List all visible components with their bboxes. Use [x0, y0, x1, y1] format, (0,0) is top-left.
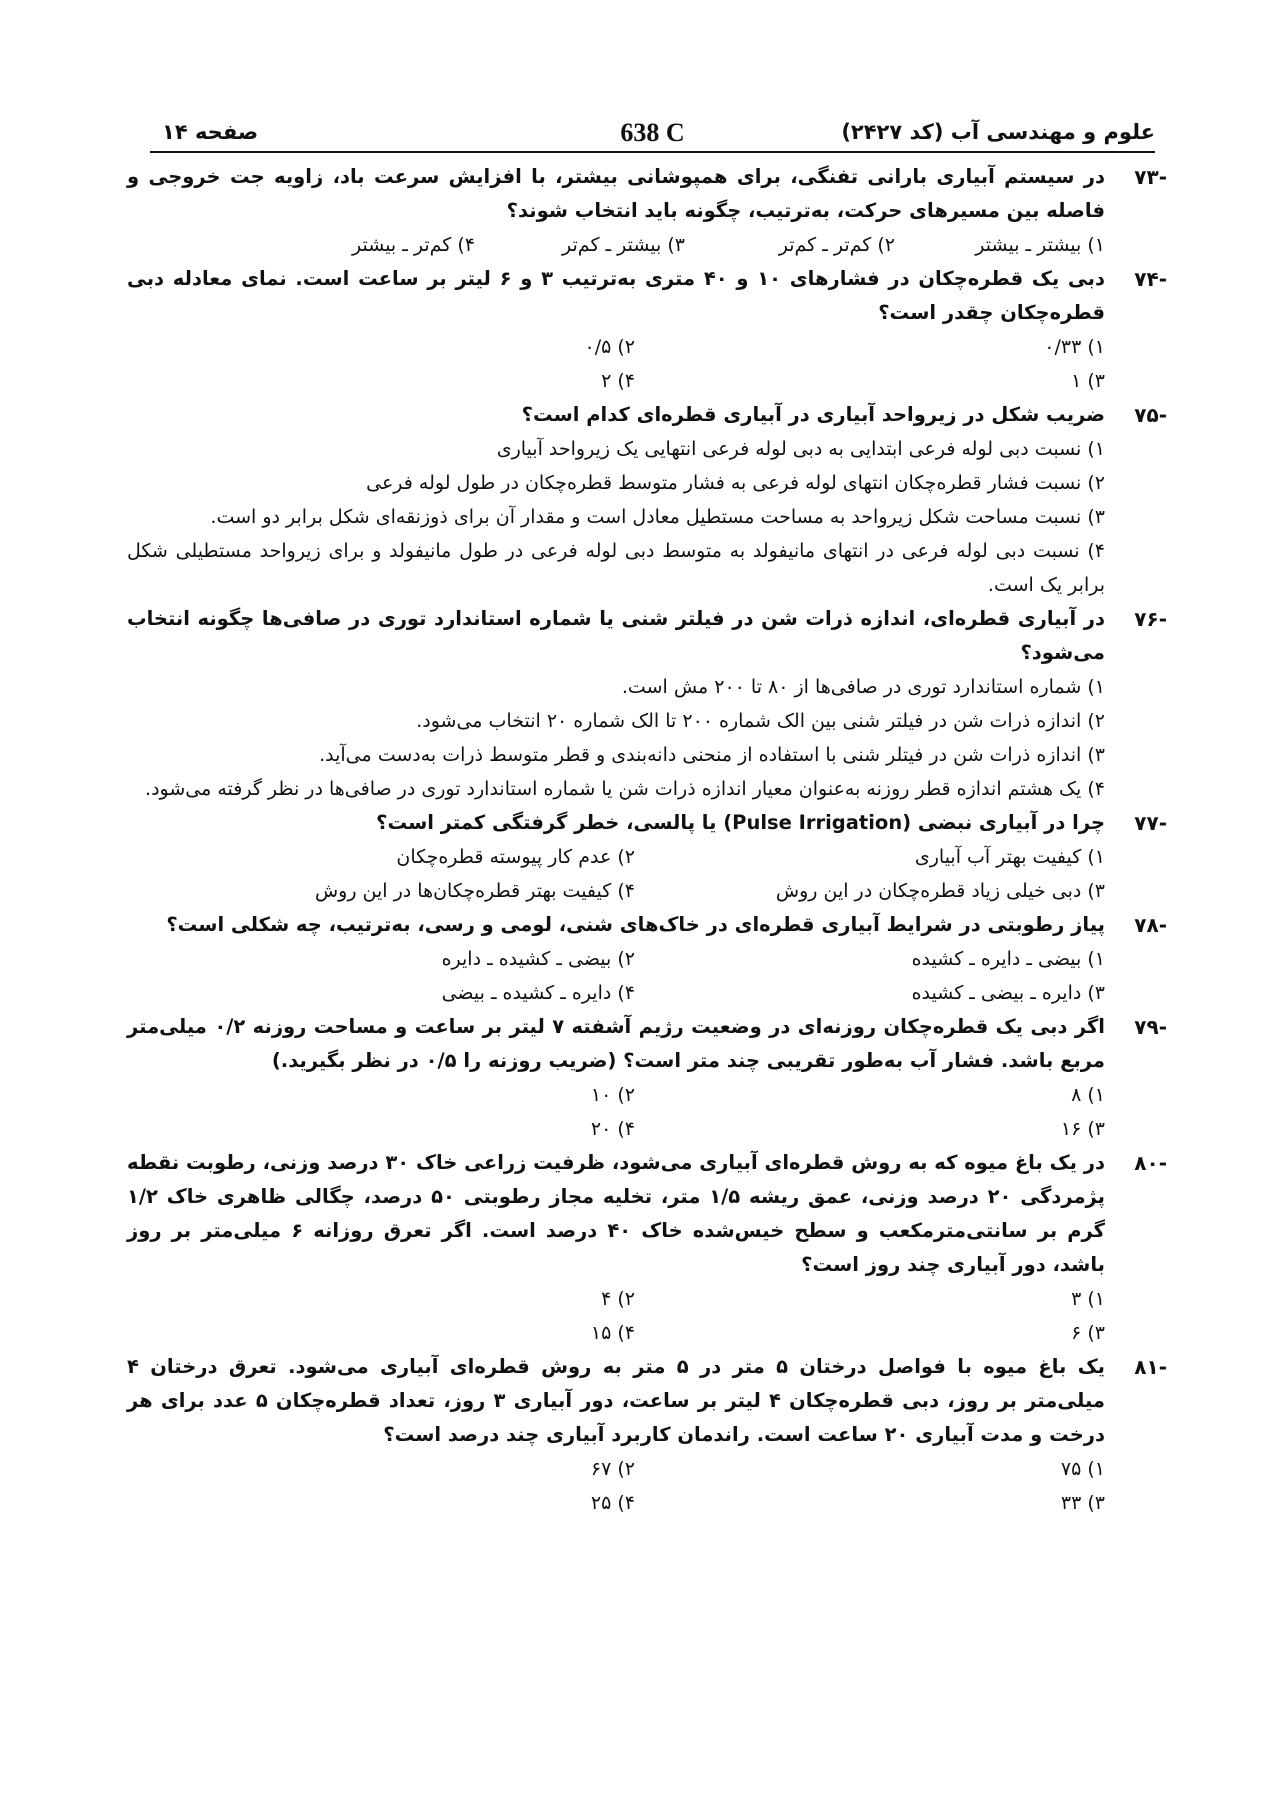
option-1[interactable]: ۱) ۰/۳۳: [1044, 336, 1105, 358]
question-number: -۸۰: [1134, 1151, 1167, 1175]
question-75: [127, 398, 1167, 602]
option-4[interactable]: ۴) نسبت دبی لوله فرعی در انتهای مانیفولد به متوسط دبی لوله فرعی در طول مانیفولد و برای زیرواحد مستطیلی شکل برابر یک است.: [127, 540, 1105, 596]
options: [127, 976, 1105, 1010]
question-78: [127, 908, 1167, 1010]
option-2[interactable]: ۲) ۶۷: [590, 1458, 635, 1480]
options: [127, 670, 1105, 806]
option-4[interactable]: ۴) ۱۵: [590, 1322, 635, 1344]
page-header: [150, 112, 1155, 152]
question-number: -۷۹: [1134, 1015, 1167, 1039]
question-number: -۷۷: [1134, 811, 1167, 835]
option-1[interactable]: ۱) بیضی ـ دایره ـ کشیده: [911, 948, 1105, 970]
question-76: [127, 602, 1167, 806]
options: [127, 1452, 1105, 1486]
options: [127, 942, 1105, 976]
option-2[interactable]: ۲) اندازه ذرات شن در فیلتر شنی بین الک شماره ۲۰۰ تا الک شماره ۲۰ انتخاب می‌شود.: [416, 710, 1105, 732]
question-stem: در یک باغ میوه که به روش قطره‌ای آبیاری می‌شود، ظرفیت زراعی خاک ۳۰ درصد وزنی، رطوبت نقطه پژمردگی ۲۰ درصد وزنی، عمق ریشه ۱/۵ متر، تخلیه مجاز رطوبتی ۵۰ درصد، چگالی ظاهری خاک ۱/۲ گرم بر سانتی‌مترمکعب و سطح خیس‌شده خاک ۴۰ درصد است. اگر تعرق روزانه ۶ میلی‌متر بر روز باشد، دور آبیاری چند روز است؟: [127, 1151, 1106, 1276]
option-4[interactable]: ۴) ۲: [601, 370, 635, 392]
option-2[interactable]: ۲) کم‌تر ـ کم‌تر: [778, 234, 895, 256]
booklet-code: 638 C: [620, 118, 685, 147]
option-4[interactable]: ۴) یک هشتم اندازه قطر روزنه به‌عنوان معیار اندازه ذرات شن یا شماره استاندارد توری در صافی‌ها در نظر گرفته می‌شود.: [145, 778, 1105, 800]
option-3[interactable]: ۳) ۶: [1071, 1322, 1105, 1344]
question-stem: دبی یک قطره‌چکان در فشارهای ۱۰ و ۴۰ متری به‌ترتیب ۳ و ۶ لیتر بر ساعت است. نمای معادله دبی قطره‌چکان چقدر است؟: [127, 267, 1105, 324]
option-4[interactable]: ۴) کیفیت بهتر قطره‌چکان‌ها در این روش: [314, 880, 635, 902]
option-4[interactable]: ۴) دایره ـ کشیده ـ بیضی: [441, 982, 635, 1004]
subject-title: علوم و مهندسی آب (کد ۲۴۲۷): [841, 120, 1155, 144]
option-4[interactable]: ۴) کم‌تر ـ بیشتر: [352, 234, 475, 256]
question-number: -۷۵: [1134, 403, 1167, 427]
option-2[interactable]: ۲) بیضی ـ کشیده ـ دایره: [441, 948, 635, 970]
question-73: [127, 160, 1167, 262]
option-2[interactable]: ۲) عدم کار پیوسته قطره‌چکان: [396, 846, 635, 868]
options: [127, 1316, 1105, 1350]
question-number: -۷۸: [1134, 913, 1167, 937]
option-3[interactable]: ۳) نسبت مساحت شکل زیرواحد به مساحت مستطیل معادل است و مقدار آن برای ذوزنقه‌ای شکل برابر دو است.: [210, 506, 1105, 528]
stem-latin-term: Pulse Irrigation: [732, 811, 903, 834]
question-77: [127, 806, 1167, 908]
option-4[interactable]: ۴) ۲۰: [590, 1118, 635, 1140]
option-3[interactable]: ۳) ۱۶: [1060, 1118, 1105, 1140]
question-stem: در سیستم آبیاری بارانی تفنگی، برای همپوشانی بیشتر، با افزایش سرعت باد، زاویه جت خروجی و فاصله بین مسیرهای حرکت، به‌ترتیب، چگونه باید انتخاب شوند؟: [127, 165, 1105, 222]
option-2[interactable]: ۲) ۰/۵: [584, 336, 635, 358]
options: [127, 840, 1105, 874]
option-1[interactable]: ۱) نسبت دبی لوله فرعی ابتدایی به دبی لوله فرعی انتهایی یک زیرواحد آبیاری: [496, 438, 1105, 460]
options: [127, 1486, 1105, 1520]
question-stem: ضریب شکل در زیرواحد آبیاری در آبیاری قطره‌ای کدام است؟: [521, 403, 1105, 426]
question-stem: در آبیاری قطره‌ای، اندازه ذرات شن در فیلتر شنی یا شماره استاندارد توری در صافی‌ها چگونه انتخاب می‌شود؟: [127, 607, 1105, 664]
option-2[interactable]: ۲) ۱۰: [590, 1084, 635, 1106]
question-stem: یک باغ میوه با فواصل درختان ۵ متر در ۵ متر به روش قطره‌ای آبیاری می‌شود. تعرق درختان ۴ میلی‌متر بر روز، دبی قطره‌چکان ۴ لیتر بر ساعت، دور آبیاری ۳ روز، تعداد قطره‌چکان ۵ عدد برای هر درخت و مدت آبیاری ۲۰ ساعت است. راندمان کاربرد آبیاری چند درصد است؟: [127, 1355, 1106, 1446]
question-74: [127, 262, 1167, 398]
option-1[interactable]: ۱) ۳: [1071, 1288, 1105, 1310]
option-3[interactable]: ۳) بیشتر ـ کم‌تر: [562, 234, 685, 256]
options: [127, 432, 1105, 602]
option-2[interactable]: ۲) نسبت فشار قطره‌چکان انتهای لوله فرعی به فشار متوسط قطره‌چکان در طول لوله فرعی: [366, 472, 1105, 494]
question-number: -۷۶: [1134, 607, 1167, 631]
options: [127, 330, 1105, 364]
option-3[interactable]: ۳) دایره ـ بیضی ـ کشیده: [911, 982, 1105, 1004]
question-stem: اگر دبی یک قطره‌چکان روزنه‌ای در وضعیت رژیم آشفته ۷ لیتر بر ساعت و مساحت روزنه ۰/۲ میلی‌متر مربع باشد. فشار آب به‌طور تقریبی چند متر است؟ (ضریب روزنه را ۰/۵ در نظر بگیرید.): [127, 1015, 1105, 1072]
options: [127, 1112, 1105, 1146]
option-1[interactable]: ۱) شماره استاندارد توری در صافی‌ها از ۸۰ تا ۲۰۰ مش است.: [621, 676, 1105, 698]
option-4[interactable]: ۴) ۲۵: [590, 1492, 635, 1514]
question-list: [127, 158, 1167, 1520]
option-3[interactable]: ۳) ۳۳: [1060, 1492, 1105, 1514]
options: [127, 874, 1105, 908]
stem-part-1: چرا در آبیاری نبضی (: [902, 811, 1105, 834]
option-1[interactable]: ۱) بیشتر ـ بیشتر: [975, 234, 1105, 256]
option-1[interactable]: ۱) کیفیت بهتر آب آبیاری: [914, 846, 1105, 868]
option-2[interactable]: ۲) ۴: [601, 1288, 635, 1310]
option-1[interactable]: ۱) ۸: [1071, 1084, 1105, 1106]
option-3[interactable]: ۳) اندازه ذرات شن در فیتلر شنی با استفاده از منحنی دانه‌بندی و قطر متوسط ذرات به‌دست می‌آید.: [319, 744, 1105, 766]
page-number: صفحه ۱۴: [162, 120, 259, 144]
option-1[interactable]: ۱) ۷۵: [1060, 1458, 1105, 1480]
options: [127, 228, 1105, 262]
question-stem: [127, 806, 1105, 840]
option-3[interactable]: ۳) دبی خیلی زیاد قطره‌چکان در این روش: [775, 880, 1105, 902]
question-81: [127, 1350, 1167, 1520]
option-3[interactable]: ۳) ۱: [1071, 370, 1105, 392]
question-number: -۷۴: [1134, 267, 1167, 291]
header-divider: [150, 151, 1155, 153]
question-number: -۸۱: [1134, 1355, 1167, 1379]
question-79: [127, 1010, 1167, 1146]
question-number: -۷۳: [1134, 165, 1167, 189]
stem-part-2: ) یا پالسی، خطر گرفتگی کمتر است؟: [376, 811, 733, 834]
options: [127, 364, 1105, 398]
question-stem: پیاز رطوبتی در شرایط آبیاری قطره‌ای در خاک‌های شنی، لومی و رسی، به‌ترتیب، چه شکلی است؟: [166, 913, 1105, 936]
question-80: [127, 1146, 1167, 1350]
options: [127, 1078, 1105, 1112]
options: [127, 1282, 1105, 1316]
